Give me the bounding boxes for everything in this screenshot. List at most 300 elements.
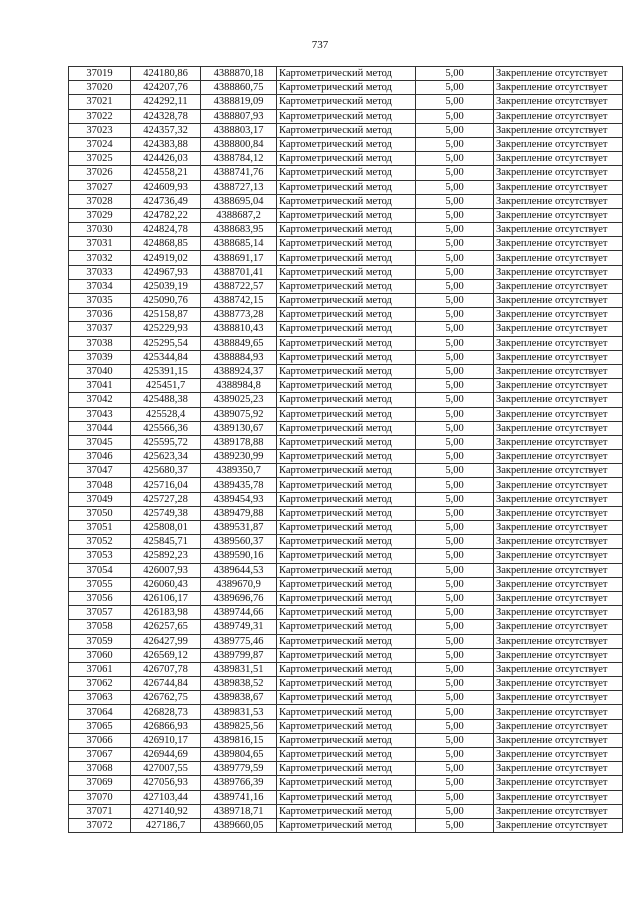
fixing-cell: Закрепление отсутствует	[494, 393, 623, 407]
y-coordinate-cell: 4389075,92	[201, 407, 277, 421]
x-coordinate-cell: 424207,76	[131, 81, 201, 95]
fixing-cell: Закрепление отсутствует	[494, 478, 623, 492]
method-cell: Картометрический метод	[277, 662, 416, 676]
method-cell: Картометрический метод	[277, 194, 416, 208]
x-coordinate-cell: 426183,98	[131, 606, 201, 620]
accuracy-cell: 5,00	[416, 606, 494, 620]
fixing-cell: Закрепление отсутствует	[494, 336, 623, 350]
accuracy-cell: 5,00	[416, 407, 494, 421]
point-id-cell: 37030	[69, 223, 131, 237]
point-id-cell: 37070	[69, 790, 131, 804]
x-coordinate-cell: 424919,02	[131, 251, 201, 265]
method-cell: Картометрический метод	[277, 208, 416, 222]
point-id-cell: 37025	[69, 152, 131, 166]
fixing-cell: Закрепление отсутствует	[494, 521, 623, 535]
accuracy-cell: 5,00	[416, 790, 494, 804]
accuracy-cell: 5,00	[416, 818, 494, 832]
table-row	[69, 719, 623, 733]
fixing-cell: Закрепление отсутствует	[494, 137, 623, 151]
accuracy-cell: 5,00	[416, 308, 494, 322]
table-row	[69, 308, 623, 322]
y-coordinate-cell: 4388687,2	[201, 208, 277, 222]
fixing-cell: Закрепление отсутствует	[494, 407, 623, 421]
table-row	[69, 776, 623, 790]
point-id-cell: 37020	[69, 81, 131, 95]
y-coordinate-cell: 4389825,56	[201, 719, 277, 733]
point-id-cell: 37057	[69, 606, 131, 620]
x-coordinate-cell: 427056,93	[131, 776, 201, 790]
accuracy-cell: 5,00	[416, 194, 494, 208]
table-row	[69, 137, 623, 151]
x-coordinate-cell: 426257,65	[131, 620, 201, 634]
accuracy-cell: 5,00	[416, 379, 494, 393]
table-row	[69, 464, 623, 478]
y-coordinate-cell: 4388683,95	[201, 223, 277, 237]
table-row	[69, 620, 623, 634]
method-cell: Картометрический метод	[277, 577, 416, 591]
method-cell: Картометрический метод	[277, 648, 416, 662]
method-cell: Картометрический метод	[277, 492, 416, 506]
accuracy-cell: 5,00	[416, 435, 494, 449]
table-row	[69, 748, 623, 762]
fixing-cell: Закрепление отсутствует	[494, 194, 623, 208]
fixing-cell: Закрепление отсутствует	[494, 804, 623, 818]
fixing-cell: Закрепление отсутствует	[494, 350, 623, 364]
x-coordinate-cell: 425229,93	[131, 322, 201, 336]
accuracy-cell: 5,00	[416, 733, 494, 747]
y-coordinate-cell: 4388784,12	[201, 152, 277, 166]
y-coordinate-cell: 4389644,53	[201, 563, 277, 577]
x-coordinate-cell: 427007,55	[131, 762, 201, 776]
point-id-cell: 37053	[69, 549, 131, 563]
point-id-cell: 37027	[69, 180, 131, 194]
method-cell: Картометрический метод	[277, 478, 416, 492]
accuracy-cell: 5,00	[416, 393, 494, 407]
accuracy-cell: 5,00	[416, 563, 494, 577]
y-coordinate-cell: 4389230,99	[201, 450, 277, 464]
y-coordinate-cell: 4388800,84	[201, 137, 277, 151]
y-coordinate-cell: 4388819,09	[201, 95, 277, 109]
point-id-cell: 37071	[69, 804, 131, 818]
accuracy-cell: 5,00	[416, 535, 494, 549]
accuracy-cell: 5,00	[416, 677, 494, 691]
fixing-cell: Закрепление отсутствует	[494, 379, 623, 393]
x-coordinate-cell: 426828,73	[131, 705, 201, 719]
method-cell: Картометрический метод	[277, 606, 416, 620]
x-coordinate-cell: 424328,78	[131, 109, 201, 123]
point-id-cell: 37044	[69, 421, 131, 435]
fixing-cell: Закрепление отсутствует	[494, 776, 623, 790]
x-coordinate-cell: 425451,7	[131, 379, 201, 393]
x-coordinate-cell: 425391,15	[131, 364, 201, 378]
method-cell: Картометрический метод	[277, 506, 416, 520]
accuracy-cell: 5,00	[416, 478, 494, 492]
fixing-cell: Закрепление отсутствует	[494, 563, 623, 577]
x-coordinate-cell: 424609,93	[131, 180, 201, 194]
point-id-cell: 37058	[69, 620, 131, 634]
accuracy-cell: 5,00	[416, 421, 494, 435]
y-coordinate-cell: 4389816,15	[201, 733, 277, 747]
y-coordinate-cell: 4389531,87	[201, 521, 277, 535]
y-coordinate-cell: 4389696,76	[201, 591, 277, 605]
table-row	[69, 223, 623, 237]
table-row	[69, 67, 623, 81]
x-coordinate-cell: 426106,17	[131, 591, 201, 605]
point-id-cell: 37041	[69, 379, 131, 393]
accuracy-cell: 5,00	[416, 180, 494, 194]
table-row	[69, 152, 623, 166]
method-cell: Картометрический метод	[277, 549, 416, 563]
method-cell: Картометрический метод	[277, 265, 416, 279]
x-coordinate-cell: 426744,84	[131, 677, 201, 691]
fixing-cell: Закрепление отсутствует	[494, 818, 623, 832]
fixing-cell: Закрепление отсутствует	[494, 748, 623, 762]
x-coordinate-cell: 427103,44	[131, 790, 201, 804]
point-id-cell: 37035	[69, 294, 131, 308]
accuracy-cell: 5,00	[416, 648, 494, 662]
accuracy-cell: 5,00	[416, 464, 494, 478]
method-cell: Картометрический метод	[277, 67, 416, 81]
method-cell: Картометрический метод	[277, 336, 416, 350]
point-id-cell: 37042	[69, 393, 131, 407]
x-coordinate-cell: 426762,75	[131, 691, 201, 705]
accuracy-cell: 5,00	[416, 166, 494, 180]
table-row	[69, 535, 623, 549]
y-coordinate-cell: 4388727,13	[201, 180, 277, 194]
method-cell: Картометрический метод	[277, 421, 416, 435]
accuracy-cell: 5,00	[416, 577, 494, 591]
x-coordinate-cell: 426910,17	[131, 733, 201, 747]
x-coordinate-cell: 427186,7	[131, 818, 201, 832]
method-cell: Картометрический метод	[277, 818, 416, 832]
accuracy-cell: 5,00	[416, 336, 494, 350]
method-cell: Картометрический метод	[277, 691, 416, 705]
method-cell: Картометрический метод	[277, 137, 416, 151]
method-cell: Картометрический метод	[277, 733, 416, 747]
x-coordinate-cell: 426707,78	[131, 662, 201, 676]
y-coordinate-cell: 4389779,59	[201, 762, 277, 776]
table-row	[69, 662, 623, 676]
point-id-cell: 37022	[69, 109, 131, 123]
table-row	[69, 648, 623, 662]
table-row	[69, 677, 623, 691]
accuracy-cell: 5,00	[416, 237, 494, 251]
fixing-cell: Закрепление отсутствует	[494, 719, 623, 733]
accuracy-cell: 5,00	[416, 279, 494, 293]
accuracy-cell: 5,00	[416, 634, 494, 648]
accuracy-cell: 5,00	[416, 223, 494, 237]
fixing-cell: Закрепление отсутствует	[494, 549, 623, 563]
accuracy-cell: 5,00	[416, 152, 494, 166]
table-row	[69, 251, 623, 265]
fixing-cell: Закрепление отсутствует	[494, 790, 623, 804]
method-cell: Картометрический метод	[277, 379, 416, 393]
y-coordinate-cell: 4389178,88	[201, 435, 277, 449]
table-row	[69, 95, 623, 109]
method-cell: Картометрический метод	[277, 123, 416, 137]
point-id-cell: 37040	[69, 364, 131, 378]
x-coordinate-cell: 425808,01	[131, 521, 201, 535]
y-coordinate-cell: 4389799,87	[201, 648, 277, 662]
x-coordinate-cell: 425528,4	[131, 407, 201, 421]
point-id-cell: 37029	[69, 208, 131, 222]
x-coordinate-cell: 424868,85	[131, 237, 201, 251]
x-coordinate-cell: 424292,11	[131, 95, 201, 109]
table-row	[69, 294, 623, 308]
accuracy-cell: 5,00	[416, 265, 494, 279]
x-coordinate-cell: 424383,88	[131, 137, 201, 151]
accuracy-cell: 5,00	[416, 450, 494, 464]
table-row	[69, 705, 623, 719]
method-cell: Картометрический метод	[277, 95, 416, 109]
method-cell: Картометрический метод	[277, 677, 416, 691]
fixing-cell: Закрепление отсутствует	[494, 237, 623, 251]
point-id-cell: 37024	[69, 137, 131, 151]
table-row	[69, 421, 623, 435]
point-id-cell: 37034	[69, 279, 131, 293]
y-coordinate-cell: 4389831,51	[201, 662, 277, 676]
fixing-cell: Закрепление отсутствует	[494, 691, 623, 705]
fixing-cell: Закрепление отсутствует	[494, 265, 623, 279]
fixing-cell: Закрепление отсутствует	[494, 67, 623, 81]
accuracy-cell: 5,00	[416, 350, 494, 364]
table-row	[69, 208, 623, 222]
table-row	[69, 691, 623, 705]
x-coordinate-cell: 425623,34	[131, 450, 201, 464]
fixing-cell: Закрепление отсутствует	[494, 705, 623, 719]
x-coordinate-cell: 425595,72	[131, 435, 201, 449]
method-cell: Картометрический метод	[277, 407, 416, 421]
accuracy-cell: 5,00	[416, 109, 494, 123]
table-row	[69, 265, 623, 279]
method-cell: Картометрический метод	[277, 152, 416, 166]
table-row	[69, 591, 623, 605]
point-id-cell: 37072	[69, 818, 131, 832]
accuracy-cell: 5,00	[416, 123, 494, 137]
y-coordinate-cell: 4388722,57	[201, 279, 277, 293]
method-cell: Картометрический метод	[277, 464, 416, 478]
fixing-cell: Закрепление отсутствует	[494, 421, 623, 435]
x-coordinate-cell: 425680,37	[131, 464, 201, 478]
point-id-cell: 37046	[69, 450, 131, 464]
fixing-cell: Закрепление отсутствует	[494, 180, 623, 194]
y-coordinate-cell: 4389454,93	[201, 492, 277, 506]
y-coordinate-cell: 4388984,8	[201, 379, 277, 393]
point-id-cell: 37049	[69, 492, 131, 506]
x-coordinate-cell: 424426,03	[131, 152, 201, 166]
table-row	[69, 478, 623, 492]
accuracy-cell: 5,00	[416, 251, 494, 265]
method-cell: Картометрический метод	[277, 251, 416, 265]
point-id-cell: 37050	[69, 506, 131, 520]
x-coordinate-cell: 424736,49	[131, 194, 201, 208]
fixing-cell: Закрепление отсутствует	[494, 733, 623, 747]
accuracy-cell: 5,00	[416, 762, 494, 776]
accuracy-cell: 5,00	[416, 364, 494, 378]
accuracy-cell: 5,00	[416, 521, 494, 535]
y-coordinate-cell: 4388701,41	[201, 265, 277, 279]
method-cell: Картометрический метод	[277, 804, 416, 818]
method-cell: Картометрический метод	[277, 620, 416, 634]
y-coordinate-cell: 4389838,52	[201, 677, 277, 691]
y-coordinate-cell: 4388742,15	[201, 294, 277, 308]
fixing-cell: Закрепление отсутствует	[494, 109, 623, 123]
x-coordinate-cell: 425892,23	[131, 549, 201, 563]
accuracy-cell: 5,00	[416, 95, 494, 109]
method-cell: Картометрический метод	[277, 364, 416, 378]
point-id-cell: 37067	[69, 748, 131, 762]
table-row	[69, 492, 623, 506]
point-id-cell: 37048	[69, 478, 131, 492]
fixing-cell: Закрепление отсутствует	[494, 123, 623, 137]
method-cell: Картометрический метод	[277, 776, 416, 790]
accuracy-cell: 5,00	[416, 137, 494, 151]
y-coordinate-cell: 4388691,17	[201, 251, 277, 265]
accuracy-cell: 5,00	[416, 705, 494, 719]
fixing-cell: Закрепление отсутствует	[494, 279, 623, 293]
fixing-cell: Закрепление отсутствует	[494, 251, 623, 265]
method-cell: Картометрический метод	[277, 166, 416, 180]
point-id-cell: 37051	[69, 521, 131, 535]
accuracy-cell: 5,00	[416, 691, 494, 705]
x-coordinate-cell: 426944,69	[131, 748, 201, 762]
point-id-cell: 37039	[69, 350, 131, 364]
table-row	[69, 762, 623, 776]
accuracy-cell: 5,00	[416, 748, 494, 762]
point-id-cell: 37062	[69, 677, 131, 691]
accuracy-cell: 5,00	[416, 549, 494, 563]
y-coordinate-cell: 4388685,14	[201, 237, 277, 251]
accuracy-cell: 5,00	[416, 776, 494, 790]
y-coordinate-cell: 4389804,65	[201, 748, 277, 762]
accuracy-cell: 5,00	[416, 719, 494, 733]
y-coordinate-cell: 4388810,43	[201, 322, 277, 336]
fixing-cell: Закрепление отсутствует	[494, 577, 623, 591]
x-coordinate-cell: 426569,12	[131, 648, 201, 662]
y-coordinate-cell: 4388884,93	[201, 350, 277, 364]
table-row	[69, 450, 623, 464]
fixing-cell: Закрепление отсутствует	[494, 322, 623, 336]
y-coordinate-cell: 4389775,46	[201, 634, 277, 648]
fixing-cell: Закрепление отсутствует	[494, 166, 623, 180]
point-id-cell: 37060	[69, 648, 131, 662]
fixing-cell: Закрепление отсутствует	[494, 677, 623, 691]
method-cell: Картометрический метод	[277, 81, 416, 95]
y-coordinate-cell: 4389130,67	[201, 421, 277, 435]
table-row	[69, 634, 623, 648]
x-coordinate-cell: 425727,28	[131, 492, 201, 506]
point-id-cell: 37045	[69, 435, 131, 449]
point-id-cell: 37033	[69, 265, 131, 279]
y-coordinate-cell: 4389838,67	[201, 691, 277, 705]
point-id-cell: 37063	[69, 691, 131, 705]
accuracy-cell: 5,00	[416, 81, 494, 95]
point-id-cell: 37068	[69, 762, 131, 776]
x-coordinate-cell: 424180,86	[131, 67, 201, 81]
method-cell: Картометрический метод	[277, 719, 416, 733]
table-row	[69, 790, 623, 804]
method-cell: Картометрический метод	[277, 223, 416, 237]
y-coordinate-cell: 4389670,9	[201, 577, 277, 591]
x-coordinate-cell: 426866,93	[131, 719, 201, 733]
fixing-cell: Закрепление отсутствует	[494, 464, 623, 478]
fixing-cell: Закрепление отсутствует	[494, 208, 623, 222]
fixing-cell: Закрепление отсутствует	[494, 152, 623, 166]
point-id-cell: 37032	[69, 251, 131, 265]
method-cell: Картометрический метод	[277, 790, 416, 804]
method-cell: Картометрический метод	[277, 591, 416, 605]
table-row	[69, 506, 623, 520]
fixing-cell: Закрепление отсутствует	[494, 95, 623, 109]
point-id-cell: 37061	[69, 662, 131, 676]
point-id-cell: 37038	[69, 336, 131, 350]
x-coordinate-cell: 427140,92	[131, 804, 201, 818]
accuracy-cell: 5,00	[416, 620, 494, 634]
fixing-cell: Закрепление отсутствует	[494, 492, 623, 506]
x-coordinate-cell: 425845,71	[131, 535, 201, 549]
table-row	[69, 521, 623, 535]
accuracy-cell: 5,00	[416, 804, 494, 818]
table-row	[69, 407, 623, 421]
method-cell: Картометрический метод	[277, 535, 416, 549]
point-id-cell: 37054	[69, 563, 131, 577]
point-id-cell: 37043	[69, 407, 131, 421]
point-id-cell: 37052	[69, 535, 131, 549]
page-number: 737	[311, 39, 329, 51]
x-coordinate-cell: 425090,76	[131, 294, 201, 308]
method-cell: Картометрический метод	[277, 279, 416, 293]
y-coordinate-cell: 4388870,18	[201, 67, 277, 81]
point-id-cell: 37055	[69, 577, 131, 591]
fixing-cell: Закрепление отсутствует	[494, 662, 623, 676]
x-coordinate-cell: 425039,19	[131, 279, 201, 293]
table-row	[69, 123, 623, 137]
fixing-cell: Закрепление отсутствует	[494, 308, 623, 322]
fixing-cell: Закрепление отсутствует	[494, 223, 623, 237]
fixing-cell: Закрепление отсутствует	[494, 81, 623, 95]
y-coordinate-cell: 4388807,93	[201, 109, 277, 123]
x-coordinate-cell: 424967,93	[131, 265, 201, 279]
y-coordinate-cell: 4388924,37	[201, 364, 277, 378]
point-id-cell: 37031	[69, 237, 131, 251]
method-cell: Картометрический метод	[277, 109, 416, 123]
point-id-cell: 37056	[69, 591, 131, 605]
point-id-cell: 37059	[69, 634, 131, 648]
x-coordinate-cell: 424824,78	[131, 223, 201, 237]
method-cell: Картометрический метод	[277, 748, 416, 762]
accuracy-cell: 5,00	[416, 492, 494, 506]
x-coordinate-cell: 424357,32	[131, 123, 201, 137]
y-coordinate-cell: 4389744,66	[201, 606, 277, 620]
accuracy-cell: 5,00	[416, 322, 494, 336]
method-cell: Картометрический метод	[277, 521, 416, 535]
point-id-cell: 37066	[69, 733, 131, 747]
y-coordinate-cell: 4389741,16	[201, 790, 277, 804]
x-coordinate-cell: 424782,22	[131, 208, 201, 222]
x-coordinate-cell: 425158,87	[131, 308, 201, 322]
point-id-cell: 37065	[69, 719, 131, 733]
table-row	[69, 563, 623, 577]
table-row	[69, 237, 623, 251]
table-row	[69, 393, 623, 407]
y-coordinate-cell: 4389718,71	[201, 804, 277, 818]
method-cell: Картометрический метод	[277, 350, 416, 364]
y-coordinate-cell: 4389749,31	[201, 620, 277, 634]
table-row	[69, 336, 623, 350]
point-id-cell: 37037	[69, 322, 131, 336]
point-id-cell: 37023	[69, 123, 131, 137]
x-coordinate-cell: 426427,99	[131, 634, 201, 648]
